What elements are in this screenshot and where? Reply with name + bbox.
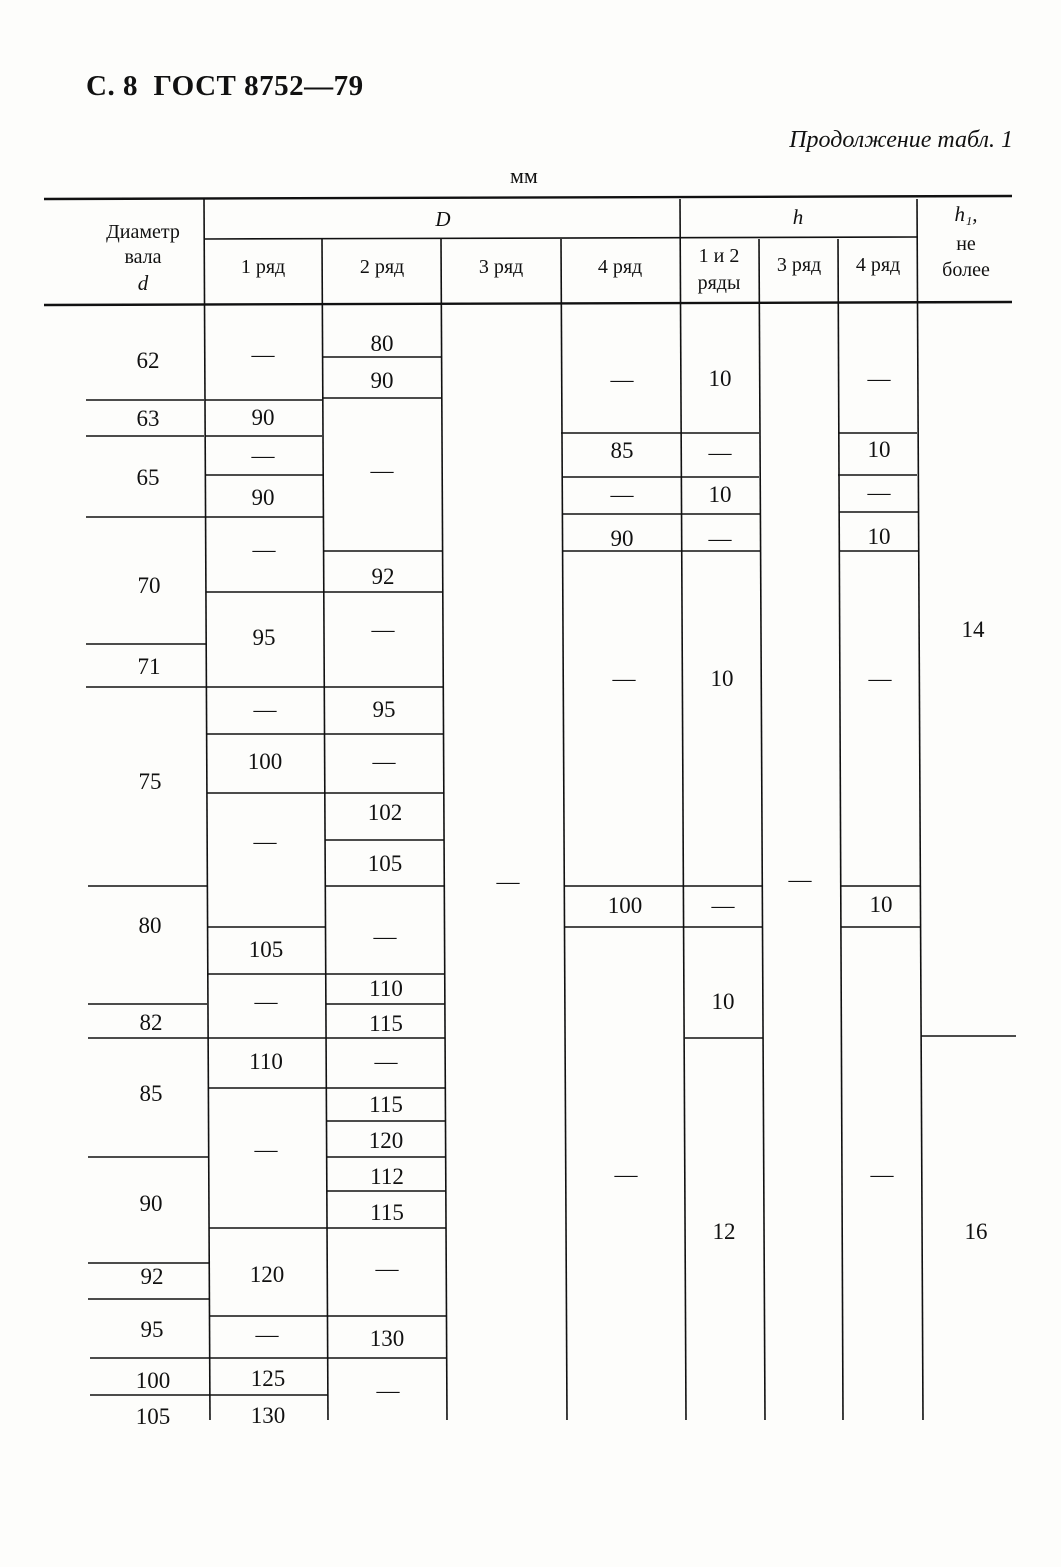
standard-code: ГОСТ 8752—79 bbox=[153, 70, 364, 102]
D-row1-cell: — bbox=[254, 1137, 278, 1162]
d-cell: 63 bbox=[136, 406, 160, 431]
h-row4-cell: — bbox=[867, 366, 891, 391]
d-cell: 82 bbox=[139, 1010, 163, 1035]
D-row1-cell: 105 bbox=[248, 937, 284, 962]
header-h1-not: не bbox=[956, 233, 976, 255]
D-row1-cell: — bbox=[252, 537, 276, 562]
h-rows12-cell: 10 bbox=[708, 366, 732, 391]
D-row4-cell: — bbox=[610, 482, 634, 507]
d-cell: 65 bbox=[136, 465, 160, 490]
page-number: С. 8 bbox=[86, 70, 138, 102]
D-row2-cell: 80 bbox=[370, 331, 394, 356]
D-row2-cell: 105 bbox=[367, 851, 403, 876]
h-row4-cell: 10 bbox=[867, 524, 891, 549]
D-row1-cell: 90 bbox=[251, 405, 275, 430]
h1-cell: 16 bbox=[964, 1219, 988, 1244]
h-rows12-cell: 10 bbox=[710, 666, 734, 691]
header-D-row2: 2 ряд bbox=[359, 256, 405, 278]
header-h1-more: более bbox=[942, 259, 990, 281]
D-row2-cell: — bbox=[370, 458, 394, 483]
h-row4-cell: 10 bbox=[867, 437, 891, 462]
D-row4-cell: 100 bbox=[607, 893, 643, 918]
h-rows12-cell: — bbox=[708, 526, 732, 551]
unit-label: мм bbox=[510, 163, 538, 188]
D-row1-cell: 90 bbox=[251, 485, 275, 510]
D-row2-cell: — bbox=[374, 1049, 398, 1074]
D-row1-cell: 100 bbox=[247, 749, 283, 774]
table-header bbox=[106, 202, 990, 295]
header-h: h bbox=[792, 205, 804, 229]
D-row2-cell: — bbox=[373, 924, 397, 949]
D-row1-cell: — bbox=[255, 1322, 279, 1347]
h-row4-cell: — bbox=[868, 666, 892, 691]
header-diameter: Диаметр bbox=[106, 221, 180, 243]
D-row2-cell: 112 bbox=[370, 1164, 404, 1189]
d-cell: 95 bbox=[140, 1317, 164, 1342]
D-row1-cell: 110 bbox=[249, 1049, 283, 1074]
h-row4-cell: — bbox=[870, 1162, 894, 1187]
header-d-symbol: d bbox=[137, 271, 149, 295]
D-row2-cell: 130 bbox=[369, 1326, 405, 1351]
D-row3-cell: — bbox=[496, 869, 520, 894]
d-cell: 71 bbox=[137, 654, 161, 679]
h-row3-cell: — bbox=[788, 867, 812, 892]
header-h-row3: 3 ряд bbox=[776, 254, 822, 276]
d-cell: 105 bbox=[135, 1404, 171, 1429]
D-row4-cell: 90 bbox=[610, 526, 634, 551]
header-D-row3: 3 ряд bbox=[478, 256, 524, 278]
D-row1-cell: 125 bbox=[250, 1366, 286, 1391]
D-row1-cell: 130 bbox=[250, 1403, 286, 1428]
d-cell: 92 bbox=[140, 1264, 164, 1289]
h-rows12-cell: 10 bbox=[711, 989, 735, 1014]
header-D-row4: 4 ряд bbox=[597, 256, 643, 278]
D-row4-cell: — bbox=[612, 666, 636, 691]
h1-cell: 14 bbox=[961, 617, 985, 642]
D-row1-cell: — bbox=[251, 443, 275, 468]
D-row2-cell: — bbox=[372, 749, 396, 774]
header-h-row4: 4 ряд bbox=[855, 254, 901, 276]
d-cell: 100 bbox=[135, 1368, 171, 1393]
D-row2-cell: — bbox=[375, 1256, 399, 1281]
d-cell: 80 bbox=[138, 913, 162, 938]
header-h-rows12-b: ряды bbox=[697, 272, 741, 294]
d-cell: 75 bbox=[138, 769, 162, 794]
D-row4-cell: — bbox=[610, 367, 634, 392]
D-row1-cell: — bbox=[251, 342, 275, 367]
h-rows12-cell: 10 bbox=[708, 482, 732, 507]
D-row4-cell: — bbox=[614, 1162, 638, 1187]
D-row2-cell: 115 bbox=[369, 1011, 403, 1036]
D-row2-cell: 115 bbox=[370, 1200, 404, 1225]
D-row2-cell: 102 bbox=[367, 800, 403, 825]
d-cell: 70 bbox=[137, 573, 161, 598]
D-row4-cell: 85 bbox=[610, 438, 634, 463]
D-row2-cell: 115 bbox=[369, 1092, 403, 1117]
D-row2-cell: — bbox=[371, 617, 395, 642]
D-row1-cell: — bbox=[253, 697, 277, 722]
header-h-rows12-a: 1 и 2 bbox=[698, 245, 740, 267]
D-row2-cell: 90 bbox=[370, 368, 394, 393]
d-cell: 90 bbox=[139, 1191, 163, 1216]
D-row1-cell: 120 bbox=[249, 1262, 285, 1287]
D-row2-cell: — bbox=[376, 1378, 400, 1403]
D-row1-cell: — bbox=[254, 989, 278, 1014]
d-cell: 85 bbox=[139, 1081, 163, 1106]
h-row4-cell: 10 bbox=[869, 892, 893, 917]
h-row4-cell: — bbox=[867, 480, 891, 505]
D-row2-cell: 95 bbox=[372, 697, 396, 722]
D-row1-cell: — bbox=[253, 829, 277, 854]
D-row2-cell: 120 bbox=[368, 1128, 404, 1153]
header-h1: h₁, bbox=[954, 202, 978, 226]
table-caption: Продолжение табл. 1 bbox=[789, 127, 1013, 153]
D-row2-cell: 92 bbox=[371, 564, 395, 589]
D-row1-cell: 95 bbox=[252, 625, 276, 650]
h-rows12-cell: 12 bbox=[712, 1219, 736, 1244]
header-D-row1: 1 ряд bbox=[240, 256, 286, 278]
header-D: D bbox=[435, 207, 451, 231]
d-cell: 62 bbox=[136, 348, 160, 373]
D-row2-cell: 110 bbox=[369, 976, 403, 1001]
h-rows12-cell: — bbox=[711, 893, 735, 918]
header-shaft: вала bbox=[124, 246, 162, 268]
h-rows12-cell: — bbox=[708, 440, 732, 465]
